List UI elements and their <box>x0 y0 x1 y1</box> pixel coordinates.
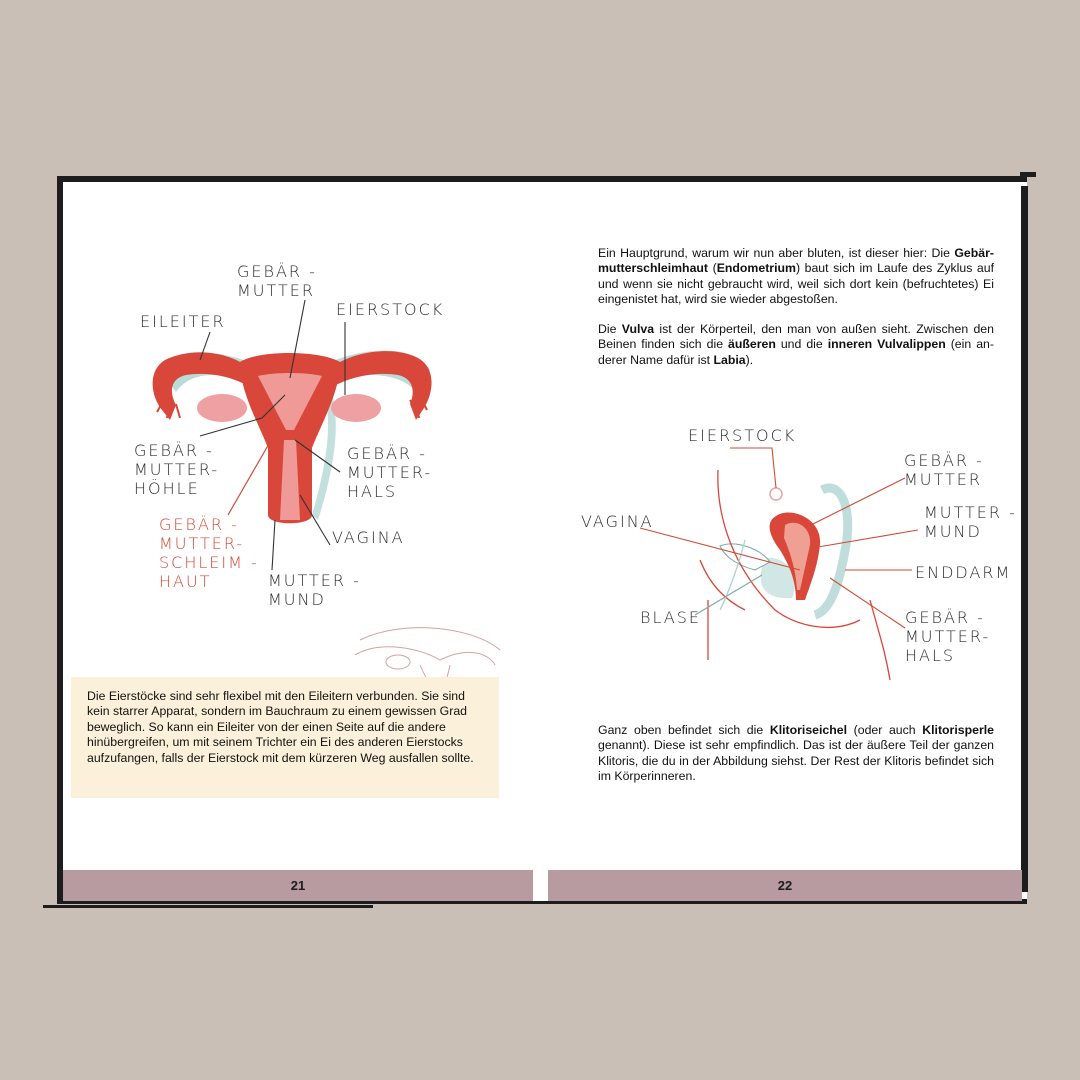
paragraph-klitoris: Ganz oben befindet sich die Klitoriseichel (oder auch Klitorisperle genannt). Diese ist sehr empfindlich. Das ist der äußere Teil der ganzen Klitoris, die du in der Abbildung siehst. Der Rest der Klitoris befindet sich im Körperinneren. <box>598 723 994 783</box>
page-number-right: 22 <box>777 878 793 893</box>
label-eierstock: EIERSTOCK <box>336 300 445 319</box>
label-muttermund: MUTTER - MUND <box>268 571 361 609</box>
label-side-vagina: VAGINA <box>581 512 654 531</box>
info-box-text: Die Eierstöcke sind sehr flexibel mit den Eileitern verbunden. Sie sind kein starrer Apparat, sondern im Bauchraum zu einem gewissen Grad beweglich. So kann ein Eileiter von der einen Seite auf die andere hinübergreifen, um mit seinem Trichter ein Ei des anderen Eierstocks aufzufangen, falls der Eierstock mit dem kürzeren Weg ausfallen sollte. <box>87 689 474 765</box>
label-gebaermutter: GEBÄR - MUTTER <box>237 262 317 300</box>
page-number-left: 21 <box>290 878 306 893</box>
label-gebaermutterhoehle: GEBÄR - MUTTER- HÖHLE <box>134 441 220 498</box>
uterus-side-illustration <box>700 470 890 680</box>
page-footer-left <box>63 870 533 901</box>
label-gebaermutterhals: GEBÄR - MUTTER- HALS <box>347 444 433 501</box>
label-gebaermutterschleimhaut: GEBÄR - MUTTER- SCHLEIM - HAUT <box>159 515 259 591</box>
label-vagina: VAGINA <box>332 528 405 547</box>
label-side-eierstock: EIERSTOCK <box>688 426 797 445</box>
label-side-blase: BLASE <box>640 608 701 627</box>
label-side-gebaermutter: GEBÄR - MUTTER <box>904 451 984 489</box>
label-eileiter: EILEITER <box>140 312 226 331</box>
label-side-enddarm: ENDDARM <box>915 563 1012 582</box>
label-side-muttermund: MUTTER - MUND <box>924 503 1017 541</box>
gutter <box>533 870 548 901</box>
label-side-gebaermutterhals: GEBÄR - MUTTER- HALS <box>905 608 991 665</box>
paragraph-endometrium: Ein Hauptgrund, warum wir nun aber bluten, ist dieser hier: Die Gebärmutterschleimhaut (Endometrium) baut sich im Laufe des Zyklus auf und wenn sie nicht gebraucht wird, weil sich dort kein (befruchtetes) Ei eingenistet hat, wird sie wieder abgestoßen. <box>598 246 994 306</box>
page-footer-right <box>548 870 1022 901</box>
paragraph-vulva: Die Vulva ist der Körperteil, den man von außen sieht. Zwischen den Beinen finden sich die äußeren und die inneren Vulvalippen (ein anderer Name dafür ist Labia). <box>598 322 994 367</box>
